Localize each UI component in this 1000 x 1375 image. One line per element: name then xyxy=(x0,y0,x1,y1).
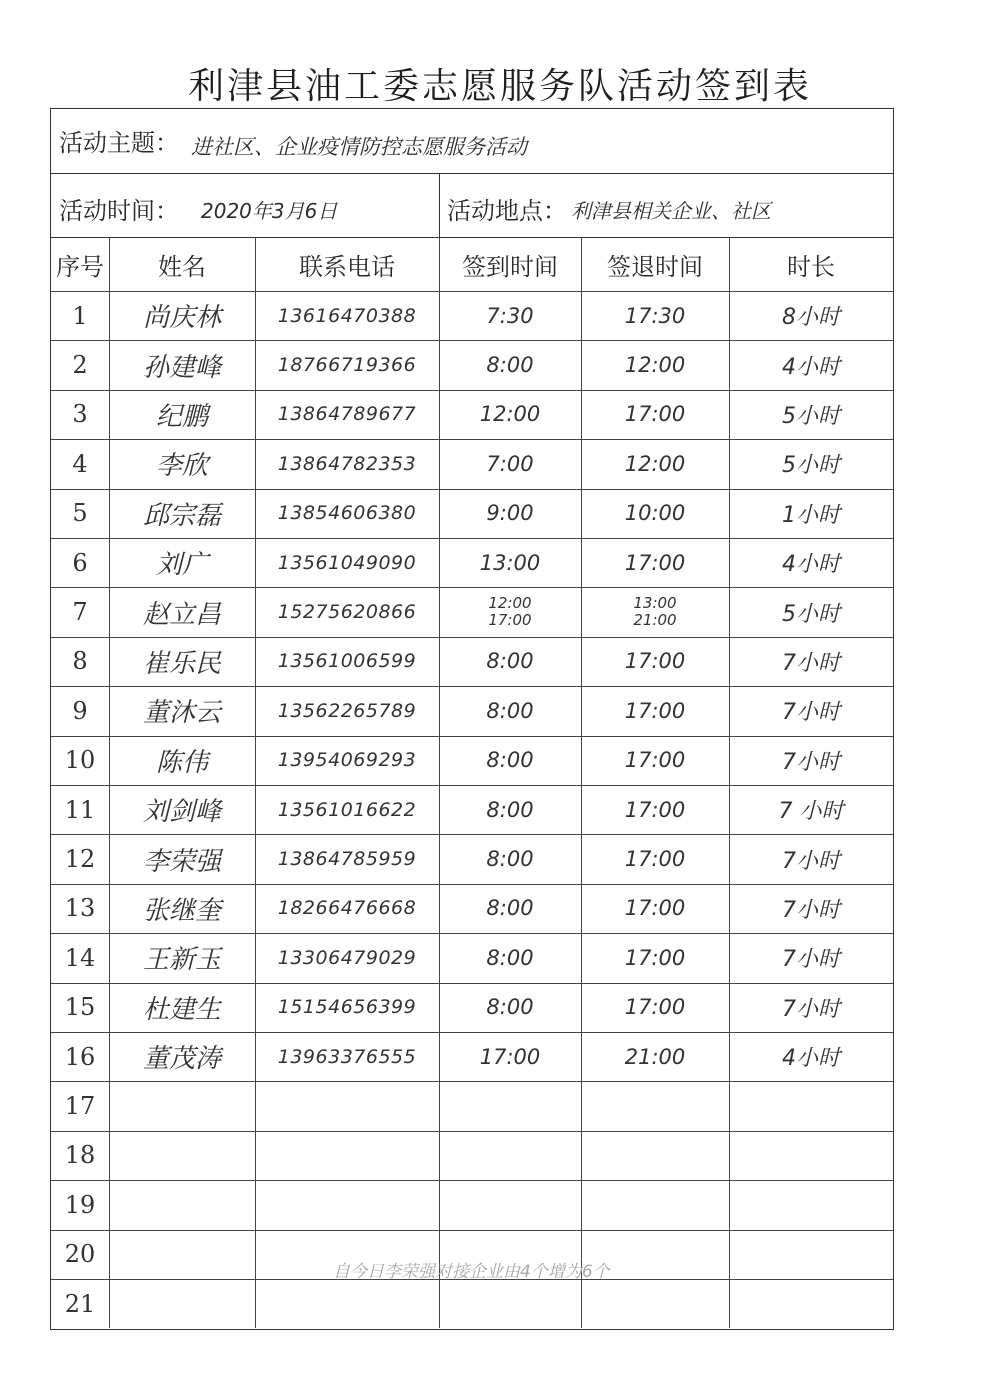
volunteer-name: 刘剑峰 xyxy=(142,797,221,828)
row-number: 4 xyxy=(72,449,88,478)
phone-number: 13306479029 xyxy=(277,946,417,969)
phone-number xyxy=(255,1279,439,1328)
row-number: 21 xyxy=(64,1289,96,1318)
topic-row xyxy=(51,109,893,174)
duration: 7小时 xyxy=(782,996,840,1022)
duration: 4小时 xyxy=(782,354,840,380)
volunteer-name: 王新玉 xyxy=(142,945,221,976)
volunteer-name: 李欣 xyxy=(155,451,208,482)
sign-in-time: 8:00 xyxy=(486,698,534,723)
table-row xyxy=(51,1131,893,1181)
sign-in-time xyxy=(439,1279,581,1328)
sign-out-time: 17:00 xyxy=(624,995,686,1020)
table-row xyxy=(51,291,893,341)
duration: 7 小时 xyxy=(778,799,844,825)
sign-in-sheet xyxy=(50,108,894,1330)
sign-out-time-first: 13:00 xyxy=(633,594,677,613)
phone-number: 13864785959 xyxy=(277,848,417,871)
sign-in-time-first: 12:00 xyxy=(488,594,532,613)
volunteer-name xyxy=(109,1180,255,1229)
sign-in-time: 8:00 xyxy=(486,896,534,921)
table-row xyxy=(51,538,893,588)
form-title: 利津县油工委志愿服务队活动签到表 xyxy=(187,66,812,107)
duration: 4小时 xyxy=(782,552,840,578)
sign-in-time: 8:00 xyxy=(486,797,534,822)
duration xyxy=(729,1180,893,1229)
duration: 1小时 xyxy=(782,502,840,528)
row-number: 14 xyxy=(64,943,96,972)
duration xyxy=(729,1230,893,1279)
volunteer-name xyxy=(109,1081,255,1130)
header-col-name: 姓名 xyxy=(158,252,206,281)
time-value: 2020年3月6日 xyxy=(201,199,338,223)
row-number: 5 xyxy=(72,499,88,528)
sign-in-time xyxy=(439,1081,581,1130)
column-divider xyxy=(109,237,110,1328)
volunteer-name: 杜建生 xyxy=(142,994,221,1025)
row-number: 12 xyxy=(64,845,96,874)
sign-in-time: 9:00 xyxy=(486,501,534,526)
phone-number xyxy=(255,1180,439,1229)
sign-in-time: 8:00 xyxy=(486,649,534,674)
sign-out-time: 17:00 xyxy=(624,896,686,921)
sign-in-time: 8:00 xyxy=(486,353,534,378)
sign-in-time: 8:00 xyxy=(486,847,534,872)
phone-number: 13561006599 xyxy=(277,650,417,673)
table-row xyxy=(51,1180,893,1230)
duration: 4小时 xyxy=(782,1046,840,1072)
sign-in-time-second: 17:00 xyxy=(488,611,532,630)
header-col-sign-out: 签退时间 xyxy=(607,252,703,281)
table-row xyxy=(51,785,893,835)
header-col-phone: 联系电话 xyxy=(299,252,395,281)
duration: 8小时 xyxy=(782,305,840,331)
phone-number: 13864789677 xyxy=(277,403,417,426)
sign-out-time xyxy=(581,1180,729,1229)
duration xyxy=(729,1279,893,1328)
phone-number: 13562265789 xyxy=(277,699,417,722)
duration: 7小时 xyxy=(782,650,840,676)
sign-out-time: 17:00 xyxy=(624,402,686,427)
sign-out-time xyxy=(581,587,729,636)
table-header-row xyxy=(51,237,893,292)
row-number: 2 xyxy=(72,351,88,380)
sign-out-time: 10:00 xyxy=(624,501,686,526)
volunteer-name: 孙建峰 xyxy=(142,352,221,383)
time-label: 活动时间： xyxy=(59,197,179,225)
phone-number: 15275620866 xyxy=(277,601,417,624)
sign-out-time: 17:00 xyxy=(624,550,686,575)
duration: 5小时 xyxy=(782,403,840,429)
sign-in-time: 8:00 xyxy=(486,995,534,1020)
phone-number: 13854606380 xyxy=(277,502,417,525)
sign-in-time xyxy=(439,1131,581,1180)
duration: 7小时 xyxy=(782,947,840,973)
duration: 5小时 xyxy=(782,601,840,627)
phone-number: 18266476668 xyxy=(277,897,417,920)
time-place-divider xyxy=(439,173,440,237)
topic-label: 活动主题： xyxy=(59,129,179,157)
row-number: 10 xyxy=(64,746,96,775)
table-row xyxy=(51,637,893,687)
sign-out-time: 17:30 xyxy=(624,303,686,328)
row-number: 7 xyxy=(72,598,88,627)
sign-out-time: 21:00 xyxy=(624,1044,686,1069)
sign-out-time xyxy=(581,1081,729,1130)
duration xyxy=(729,1131,893,1180)
volunteer-name xyxy=(109,1279,255,1328)
handwritten-note: 自今日李荣强对接企业由4个增为6个 xyxy=(333,1262,610,1282)
duration: 7小时 xyxy=(782,700,840,726)
header-col-duration: 时长 xyxy=(787,252,835,281)
volunteer-name: 尚庆林 xyxy=(142,303,221,334)
table-row xyxy=(51,1081,893,1131)
table-row xyxy=(51,884,893,934)
volunteer-name: 刘广 xyxy=(155,550,208,581)
phone-number: 13561049090 xyxy=(277,551,417,574)
row-number: 15 xyxy=(64,993,96,1022)
volunteer-name: 李荣强 xyxy=(142,846,221,877)
row-number: 6 xyxy=(72,548,88,577)
duration: 7小时 xyxy=(782,897,840,923)
row-number: 16 xyxy=(64,1042,96,1071)
sign-out-time xyxy=(581,1279,729,1328)
sign-out-time: 17:00 xyxy=(624,649,686,674)
sign-in-time: 7:00 xyxy=(486,451,534,476)
sign-out-time-second: 21:00 xyxy=(633,611,677,630)
phone-number: 13954069293 xyxy=(277,749,417,772)
table-row xyxy=(51,340,893,390)
table-row xyxy=(51,587,893,637)
sign-out-time: 12:00 xyxy=(624,353,686,378)
row-number: 17 xyxy=(64,1092,96,1121)
sign-in-time: 7:30 xyxy=(486,303,534,328)
table-row xyxy=(51,1279,893,1328)
phone-number: 13864782353 xyxy=(277,452,417,475)
row-number: 8 xyxy=(72,647,88,676)
table-row xyxy=(51,1032,893,1082)
column-divider xyxy=(439,237,440,1328)
sign-in-time xyxy=(439,1180,581,1229)
phone-number: 13963376555 xyxy=(277,1045,417,1068)
sign-in-time: 17:00 xyxy=(479,1044,541,1069)
phone-number: 15154656399 xyxy=(277,996,417,1019)
table-row xyxy=(51,983,893,1033)
phone-number xyxy=(255,1081,439,1130)
volunteer-name: 纪鹏 xyxy=(155,401,208,432)
duration: 5小时 xyxy=(782,453,840,479)
volunteer-name: 董沐云 xyxy=(142,698,221,729)
row-number: 13 xyxy=(64,894,96,923)
row-number: 18 xyxy=(64,1141,96,1170)
row-number: 20 xyxy=(64,1240,96,1269)
volunteer-name: 崔乐民 xyxy=(142,648,221,679)
phone-number: 18766719366 xyxy=(277,354,417,377)
sign-in-time: 13:00 xyxy=(479,550,541,575)
column-divider xyxy=(255,237,256,1328)
phone-number xyxy=(255,1131,439,1180)
row-number: 19 xyxy=(64,1190,96,1219)
place-value: 利津县相关企业、社区 xyxy=(571,199,771,223)
volunteer-name xyxy=(109,1131,255,1180)
sign-in-time: 8:00 xyxy=(486,945,534,970)
sign-in-time: 8:00 xyxy=(486,748,534,773)
table-row xyxy=(51,390,893,440)
column-divider xyxy=(581,237,582,1328)
sign-out-time: 17:00 xyxy=(624,698,686,723)
duration: 7小时 xyxy=(782,749,840,775)
volunteer-name: 陈伟 xyxy=(155,747,208,778)
phone-number: 13616470388 xyxy=(277,304,417,327)
row-number: 3 xyxy=(72,400,88,429)
header-col-no: 序号 xyxy=(56,252,104,281)
volunteer-name: 张继奎 xyxy=(142,895,221,926)
table-row xyxy=(51,834,893,884)
place-label: 活动地点： xyxy=(447,197,567,225)
table-row xyxy=(51,439,893,489)
phone-number: 13561016622 xyxy=(277,798,417,821)
table-row xyxy=(51,933,893,983)
topic-value: 进社区、企业疫情防控志愿服务活动 xyxy=(191,135,527,159)
sign-in-time: 12:00 xyxy=(479,402,541,427)
row-number: 11 xyxy=(64,795,96,824)
volunteer-name: 赵立昌 xyxy=(142,599,221,630)
duration: 7小时 xyxy=(782,848,840,874)
table-row xyxy=(51,736,893,786)
sign-out-time: 17:00 xyxy=(624,748,686,773)
sign-out-time: 17:00 xyxy=(624,945,686,970)
column-divider xyxy=(729,237,730,1328)
table-row xyxy=(51,489,893,539)
sign-out-time xyxy=(581,1131,729,1180)
volunteer-name xyxy=(109,1230,255,1279)
sign-out-time: 12:00 xyxy=(624,451,686,476)
table-row xyxy=(51,686,893,736)
header-col-sign-in: 签到时间 xyxy=(462,252,558,281)
time-place-row xyxy=(51,173,893,238)
row-number: 9 xyxy=(72,696,88,725)
sign-out-time: 17:00 xyxy=(624,797,686,822)
volunteer-name: 邱宗磊 xyxy=(142,500,221,531)
sign-out-time: 17:00 xyxy=(624,847,686,872)
duration xyxy=(729,1081,893,1130)
sign-in-time xyxy=(439,587,581,636)
row-number: 1 xyxy=(72,301,88,330)
volunteer-name: 董茂涛 xyxy=(142,1044,221,1075)
